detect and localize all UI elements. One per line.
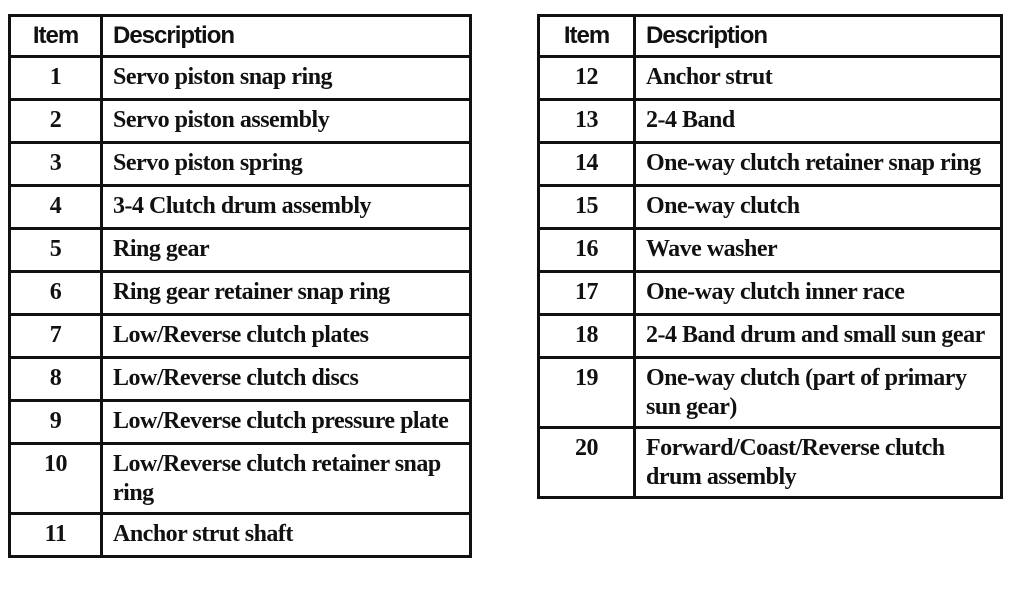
- column-header-description: Description: [635, 16, 1002, 57]
- item-number: 5: [10, 229, 102, 272]
- table-row: [10, 57, 471, 100]
- item-number: 1: [10, 57, 102, 100]
- column-header-description: Description: [102, 16, 471, 57]
- item-description: Ring gear retainer snap ring: [102, 272, 471, 315]
- table-row: [539, 186, 1002, 229]
- item-number: 9: [10, 401, 102, 444]
- table-row: [539, 315, 1002, 358]
- item-number: 4: [10, 186, 102, 229]
- column-header-item: Item: [10, 16, 102, 57]
- item-description: One-way clutch: [635, 186, 1002, 229]
- parts-table-right: [537, 14, 1003, 499]
- item-description: Anchor strut: [635, 57, 1002, 100]
- item-description: 2-4 Band: [635, 100, 1002, 143]
- item-description: Low/Reverse clutch retainer snap ring: [102, 444, 471, 514]
- table-row: [10, 401, 471, 444]
- item-description: Servo piston assembly: [102, 100, 471, 143]
- table-row: [539, 358, 1002, 428]
- item-number: 18: [539, 315, 635, 358]
- item-description: Low/Reverse clutch discs: [102, 358, 471, 401]
- table-row: [10, 186, 471, 229]
- table-row: [539, 229, 1002, 272]
- item-description: Low/Reverse clutch pressure plate: [102, 401, 471, 444]
- item-number: 2: [10, 100, 102, 143]
- item-description: Wave washer: [635, 229, 1002, 272]
- table-row: [539, 428, 1002, 498]
- item-number: 14: [539, 143, 635, 186]
- column-header-item: Item: [539, 16, 635, 57]
- item-description: 3-4 Clutch drum assembly: [102, 186, 471, 229]
- table-row: [10, 514, 471, 557]
- table-row: [539, 272, 1002, 315]
- item-number: 19: [539, 358, 635, 428]
- item-description: Ring gear: [102, 229, 471, 272]
- table-row: [10, 358, 471, 401]
- table-row: [539, 143, 1002, 186]
- item-number: 10: [10, 444, 102, 514]
- header-row: [10, 16, 471, 57]
- item-number: 3: [10, 143, 102, 186]
- table-row: [539, 57, 1002, 100]
- item-number: 12: [539, 57, 635, 100]
- table-row: [10, 143, 471, 186]
- table-row: [10, 444, 471, 514]
- header-row: [539, 16, 1002, 57]
- item-number: 7: [10, 315, 102, 358]
- table-row: [10, 100, 471, 143]
- item-number: 11: [10, 514, 102, 557]
- item-number: 15: [539, 186, 635, 229]
- item-number: 20: [539, 428, 635, 498]
- table-row: [10, 315, 471, 358]
- table-row: [539, 100, 1002, 143]
- parts-table-left: [8, 14, 472, 558]
- item-description: Anchor strut shaft: [102, 514, 471, 557]
- item-description: Servo piston snap ring: [102, 57, 471, 100]
- item-number: 13: [539, 100, 635, 143]
- table-row: [10, 229, 471, 272]
- item-number: 8: [10, 358, 102, 401]
- item-description: One-way clutch (part of primary sun gear): [635, 358, 1002, 428]
- item-description: One-way clutch inner race: [635, 272, 1002, 315]
- item-number: 16: [539, 229, 635, 272]
- item-description: Low/Reverse clutch plates: [102, 315, 471, 358]
- table-row: [10, 272, 471, 315]
- item-description: One-way clutch retainer snap ring: [635, 143, 1002, 186]
- item-number: 6: [10, 272, 102, 315]
- item-number: 17: [539, 272, 635, 315]
- item-description: Forward/Coast/Reverse clutch drum assembly: [635, 428, 1002, 498]
- item-description: 2-4 Band drum and small sun gear: [635, 315, 1002, 358]
- item-description: Servo piston spring: [102, 143, 471, 186]
